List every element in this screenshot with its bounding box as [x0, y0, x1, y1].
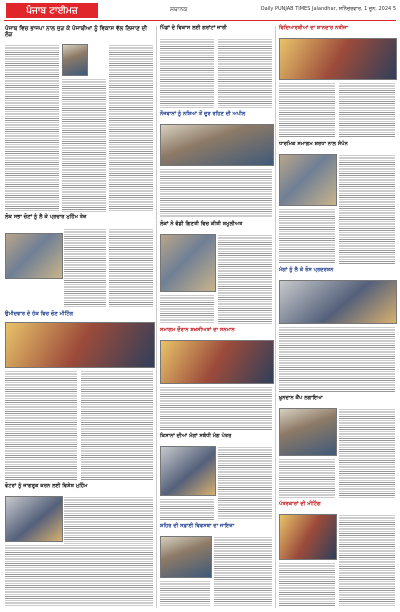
story-6-headline: ਨੌਜਵਾਨਾਂ ਨੂੰ ਨਸ਼ਿਆਂ ਤੋਂ ਦੂਰ ਰਹਿਣ ਦੀ ਅਪੀਲ: [160, 111, 246, 117]
story-2-headline: ਲੋਕ ਸਭਾ ਚੋਣਾਂ ਨੂੰ ਲੈ ਕੇ ਪ੍ਰਚਾਰ ਮੁਹਿੰਮ ਤੇਜ਼: [5, 214, 87, 220]
story-1-text: [5, 44, 59, 212]
page-number: 5: [392, 6, 396, 12]
story-4-text-2: [5, 544, 153, 606]
masthead: ਪੰਜਾਬ ਟਾਈਮਜ਼: [6, 3, 98, 18]
page-header: [0, 0, 400, 22]
story-6-photo: [160, 124, 274, 166]
story-8-headline: ਸਮਾਗਮ ਦੌਰਾਨ ਸ਼ਖ਼ਸੀਅਤਾਂ ਦਾ ਸਨਮਾਨ: [160, 327, 235, 333]
story-11-text-2: [339, 82, 395, 138]
story-1-text-2: [62, 78, 106, 212]
story-10-headline: ਸ਼ਹਿਰ ਦੀ ਸਫ਼ਾਈ ਵਿਵਸਥਾ ਦਾ ਜਾਇਜ਼ਾ: [160, 523, 235, 529]
story-15: [279, 502, 395, 508]
story-2: [5, 215, 153, 221]
story-3-text: [5, 370, 77, 480]
story-9: [160, 434, 272, 440]
story-12: [279, 142, 395, 148]
header-rule: [4, 20, 396, 21]
story-14-photo: [279, 408, 337, 456]
story-3-photo: [5, 322, 155, 368]
story-12-headline: ਧਾਰਮਿਕ ਸਮਾਗਮ ਸ਼ਰਧਾ ਨਾਲ ਸੰਪੰਨ: [279, 141, 348, 147]
story-15-headline: ਪੱਤਰਕਾਰਾਂ ਦੀ ਮੀਟਿੰਗ: [279, 501, 321, 507]
story-9-text: [218, 446, 272, 520]
story-15-photo: [279, 514, 337, 560]
story-10-photo: [160, 536, 212, 578]
story-1-portrait: [62, 44, 88, 76]
story-13: [279, 268, 395, 274]
story-7-text: [218, 234, 272, 324]
story-4: [5, 484, 153, 490]
story-11-headline: ਵਿਦਿਆਰਥੀਆਂ ਦਾ ਸ਼ਾਨਦਾਰ ਨਤੀਜਾ: [279, 25, 349, 31]
story-10: [160, 524, 272, 530]
dateline-text: Daily PUNJAB TIMES Jalandhar, ਸ਼ਨਿੱਚਰਵਾਰ, 1 ਜੂਨ, 2024: [260, 6, 392, 12]
story-13-text: [279, 326, 395, 392]
story-1-text-3: [109, 44, 153, 212]
story-10-text-2: [160, 580, 210, 606]
story-9-photo: [160, 446, 216, 496]
story-1-headline: ਪੰਜਾਬ ਵਿਚ ਭਾਜਪਾ ਨਾਲ ਜੁੜ ਕੇ ਪੰਜਾਬੀਆਂ ਨੂੰ ਵਿਕਾਸ ਵੱਲ ਲਿਜਾਣ ਦੀ ਲੋੜ: [5, 26, 148, 39]
story-8: [160, 328, 272, 334]
story-3-headline: ਉਮੀਦਵਾਰ ਦੇ ਹੱਕ ਵਿਚ ਚੋਣ ਮੀਟਿੰਗ: [5, 311, 74, 317]
story-14-text: [339, 408, 395, 498]
story-5-headline: ਪਿੰਡਾਂ ਦੇ ਵਿਕਾਸ ਲਈ ਗਰਾਂਟਾਂ ਜਾਰੀ: [160, 25, 227, 31]
story-11-text: [279, 82, 335, 138]
story-9-text-2: [160, 498, 214, 520]
column-divider-1: [156, 26, 157, 608]
story-7: [160, 222, 272, 228]
story-5: [160, 26, 272, 32]
story-3-text-2: [81, 370, 153, 480]
section-label: ਸਥਾਨਕ: [170, 6, 188, 13]
story-7-photo: [160, 234, 216, 292]
story-14-text-2: [279, 458, 335, 498]
story-3: [5, 312, 153, 318]
dateline: [261, 6, 396, 12]
story-4-photo: [5, 496, 63, 542]
story-12-photo: [279, 154, 337, 206]
story-14: [279, 396, 395, 402]
story-12-text: [339, 154, 395, 264]
story-2-photo: [5, 233, 63, 279]
story-8-photo: [160, 340, 274, 384]
story-14-headline: ਖ਼ੂਨਦਾਨ ਕੈਂਪ ਲਗਾਇਆ: [279, 395, 323, 401]
story-5-text-2: [218, 38, 272, 108]
story-11: [279, 26, 395, 32]
column-divider-2: [275, 26, 276, 608]
story-8-text: [160, 386, 272, 430]
story-11-photo: [279, 38, 397, 80]
story-9-headline: ਕਿਸਾਨਾਂ ਦੀਆਂ ਮੰਗਾਂ ਸਬੰਧੀ ਮੰਗ ਪੱਤਰ: [160, 433, 232, 439]
story-10-text: [214, 536, 272, 606]
story-13-photo: [279, 280, 397, 324]
story-7-headline: ਲੋਕਾਂ ਨੇ ਵੱਡੀ ਗਿਣਤੀ ਵਿਚ ਕੀਤੀ ਸ਼ਮੂਲੀਅਤ: [160, 221, 243, 227]
story-5-text: [160, 38, 214, 108]
story-6: [160, 112, 272, 118]
story-15-text: [339, 514, 395, 606]
story-13-headline: ਮੰਗਾਂ ਨੂੰ ਲੈ ਕੇ ਰੋਸ ਪ੍ਰਦਰਸ਼ਨ: [279, 267, 334, 273]
story-12-text-2: [279, 208, 335, 264]
story-2-text-2: [109, 228, 153, 308]
story-1: [5, 26, 153, 39]
story-15-text-2: [279, 562, 335, 606]
story-4-headline: ਵੋਟਰਾਂ ਨੂੰ ਜਾਗਰੂਕ ਕਰਨ ਲਈ ਵਿਸ਼ੇਸ਼ ਮੁਹਿੰਮ: [5, 483, 88, 489]
story-7-text-2: [160, 294, 214, 324]
story-6-text: [160, 168, 272, 218]
story-2-text: [64, 228, 106, 308]
